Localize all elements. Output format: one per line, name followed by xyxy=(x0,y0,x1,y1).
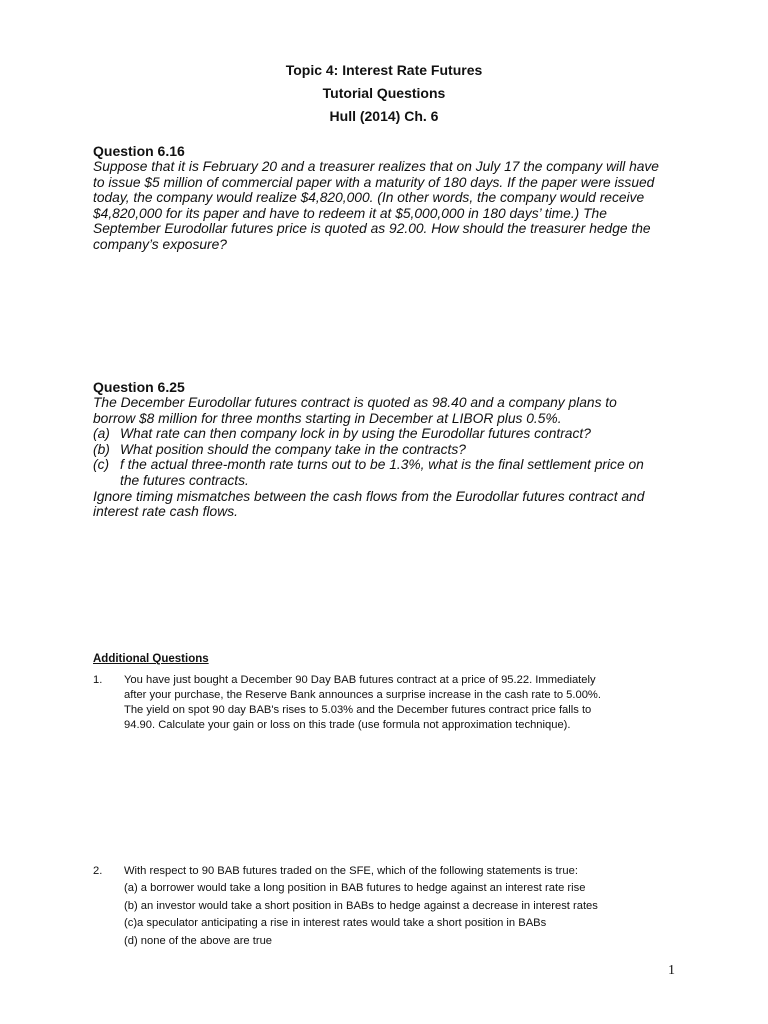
part-text: f the actual three-month rate turns out to be 1.3%, what is the final settlement price on xyxy=(120,457,644,473)
tutorial-subtitle: Tutorial Questions xyxy=(322,85,446,101)
question-2-option-d: (d) none of the above are true xyxy=(124,935,273,947)
question-2-stem: With respect to 90 BAB futures traded on the SFE, which of the following statements is true: xyxy=(124,865,578,877)
question-1-line: after your purchase, the Reserve Bank announces a surprise increase in the cash rate to 5.00%. xyxy=(124,689,601,701)
question-2-option-b: (b) an investor would take a short position in BABs to hedge against a decrease in interest rates xyxy=(124,900,598,912)
question-6-25-intro-line: The December Eurodollar futures contract is quoted as 98.40 and a company plans to xyxy=(93,395,617,410)
question-6-25-part-b xyxy=(93,442,693,458)
question-1-body xyxy=(124,673,601,733)
additional-questions-heading: Additional Questions xyxy=(93,653,209,665)
question-6-25-heading: Question 6.25 xyxy=(93,379,185,395)
question-6-16-line: to issue $5 million of commercial paper with a maturity of 180 days. If the paper were issued xyxy=(93,174,655,190)
topic-title: Topic 4: Interest Rate Futures xyxy=(285,62,483,78)
question-2-number: 2. xyxy=(93,865,103,877)
question-1-line: The yield on spot 90 day BAB's rises to 5.03% and the December futures contract price falls to xyxy=(124,704,592,716)
question-6-16-line: September Eurodollar futures price is quoted as 92.00. How should the treasurer hedge the xyxy=(93,221,651,237)
question-6-16-line: Suppose that it is February 20 and a treasurer realizes that on July 17 the company will have xyxy=(93,159,659,174)
part-c-continuation: the futures contracts. xyxy=(120,472,249,488)
part-label: (b) xyxy=(93,441,110,457)
question-1-line: You have just bought a December 90 Day BAB futures contract at a price of 95.22. Immediately xyxy=(124,674,596,686)
part-label: (a) xyxy=(93,426,110,442)
page-number: 1 xyxy=(668,963,675,978)
question-6-25-part-a xyxy=(93,426,693,442)
question-6-25-part-c xyxy=(93,457,693,473)
question-6-25-outro-line: Ignore timing mismatches between the cash flows from the Eurodollar futures contract and xyxy=(93,488,645,504)
question-1-number: 1. xyxy=(93,674,103,686)
question-6-25-outro-line: interest rate cash flows. xyxy=(93,504,238,520)
question-1-line: 94.90. Calculate your gain or loss on this trade (use formula not approximation technique). xyxy=(124,719,571,731)
part-text: What position should the company take in the contracts? xyxy=(120,441,466,457)
question-6-25-body xyxy=(93,395,693,520)
question-6-16-body xyxy=(93,159,693,253)
question-6-16-heading: Question 6.16 xyxy=(93,143,185,159)
question-6-16-line: today, the company would realize $4,820,000. (In other words, the company would receive xyxy=(93,190,645,206)
question-2-option-a: (a) a borrower would take a long position in BAB futures to hedge against an interest rate rise xyxy=(124,882,586,894)
part-label: (c) xyxy=(93,457,110,473)
question-6-25-intro-line: borrow $8 million for three months starting in December at LIBOR plus 0.5%. xyxy=(93,410,562,426)
question-6-16-line: company’s exposure? xyxy=(93,236,227,252)
question-6-16-line: $4,820,000 for its paper and have to redeem it at $5,000,000 in 180 days’ time.) The xyxy=(93,205,607,221)
textbook-reference: Hull (2014) Ch. 6 xyxy=(329,108,439,124)
question-2-option-c: (c)a speculator anticipating a rise in interest rates would take a short position in BABs xyxy=(124,917,547,929)
part-text: What rate can then company lock in by using the Eurodollar futures contract? xyxy=(120,426,591,442)
